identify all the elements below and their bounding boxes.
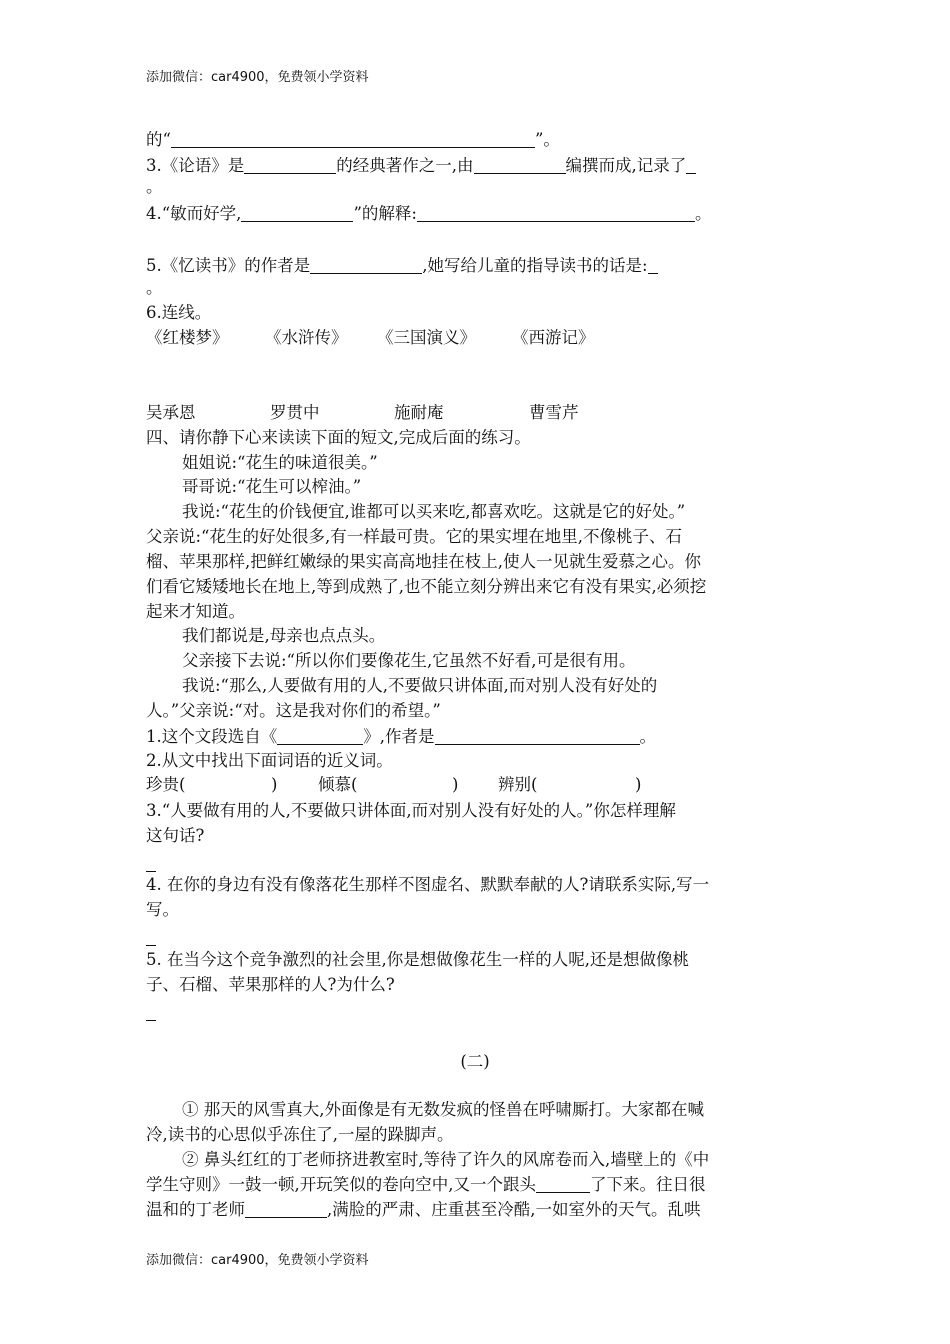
answer-blank[interactable] [171, 131, 535, 148]
exercise-3: 3.“人要做有用的人,不要做只讲体面,而对别人没有好处的人。”你怎样理解 [146, 801, 676, 820]
answer-blank[interactable] [417, 205, 695, 222]
answer-blank[interactable] [146, 1004, 156, 1021]
text-line: 学生守则》一鼓一顿,开玩笑似的卷向空中,又一个跟头 了下来。往日很 [146, 1175, 706, 1194]
answer-blank[interactable] [435, 728, 640, 745]
text-line: 人。”父亲说:“对。这是我对你们的希望。” [146, 701, 441, 720]
answer-blank[interactable] [536, 1176, 590, 1193]
text-line: 父亲接下去说:“所以你们要像花生,它虽然不好看,可是很有用。 [182, 651, 636, 670]
answer-blank[interactable] [245, 1201, 327, 1218]
question-6: 6.连线。 [146, 303, 212, 322]
section-heading: (二) [460, 1052, 490, 1071]
author-item[interactable]: 施耐庵 [394, 403, 444, 422]
answer-blank[interactable] [474, 157, 566, 174]
author-item[interactable]: 吴承恩 [146, 403, 196, 422]
question-3: 3.《论语》是 的经典著作之一,由 编撰而成,记录了 [146, 155, 696, 177]
answer-blank[interactable] [648, 257, 658, 274]
word-prompt: 倾慕( [318, 775, 358, 794]
text-line: 姐姐说:“花生的味道很美。” [182, 453, 378, 472]
author-item[interactable]: 曹雪芹 [529, 403, 579, 422]
question-5: 5.《忆读书》的作者是 ,她写给儿童的指导读书的话是: [146, 255, 658, 277]
exercise-2: 2.从文中找出下面词语的近义词。 [146, 751, 393, 770]
answer-blank[interactable] [146, 929, 156, 946]
text-line: 。 [146, 177, 163, 196]
text-line: 榴、苹果那样,把鲜红嫩绿的果实高高地挂在枝上,使人一见就生爱慕之心。你 [146, 552, 701, 571]
word-bracket[interactable]: ) [271, 775, 278, 794]
text-line: 我说:“那么,人要做有用的人,不要做只讲体面,而对别人没有好处的 [182, 676, 658, 695]
word-prompt: 辨别( [498, 775, 538, 794]
text-line: 这句话? [146, 826, 205, 845]
book-item[interactable]: 《水浒传》 [265, 328, 348, 347]
text-line: 写。 [146, 900, 179, 919]
text-line: 子、石榴、苹果那样的人?为什么? [146, 975, 395, 994]
exercise-5: 5. 在当今这个竞争激烈的社会里,你是想做像花生一样的人呢,还是想做像桃 [146, 950, 689, 969]
answer-blank[interactable] [244, 157, 336, 174]
word-bracket[interactable]: ) [452, 775, 459, 794]
answer-blank[interactable] [277, 728, 363, 745]
book-item[interactable]: 《西游记》 [512, 328, 595, 347]
exercise-1: 1.这个文段选自《 》,作者是 。 [146, 727, 656, 746]
text-line: 起来才知道。 [146, 602, 245, 621]
text-line: 的“ ”。 [146, 130, 560, 149]
text-line: 冷,读书的心思似乎冻住了,一屋的跺脚声。 [146, 1125, 454, 1144]
word-bracket[interactable]: ) [635, 775, 642, 794]
answer-blank[interactable] [310, 257, 422, 274]
book-item[interactable]: 《红楼梦》 [146, 328, 229, 347]
answer-blank[interactable] [146, 855, 156, 872]
author-item[interactable]: 罗贯中 [270, 403, 320, 422]
text-line: ① 那天的风雪真大,外面像是有无数发疯的怪兽在呼啸厮打。大家都在喊 [182, 1100, 704, 1119]
section-heading: 四、请你静下心来读读下面的短文,完成后面的练习。 [146, 428, 531, 447]
text-line: 温和的丁老师 ,满脸的严肃、庄重甚至冷酷,一如室外的天气。乱哄 [146, 1200, 701, 1219]
answer-blank[interactable] [241, 205, 353, 222]
book-item[interactable]: 《三国演义》 [377, 328, 476, 347]
page-header: 添加微信：car4900，免费领小学资料 [146, 70, 369, 85]
text-line: 父亲说:“花生的好处很多,有一样最可贵。它的果实埋在地里,不像桃子、石 [146, 527, 682, 546]
word-prompt: 珍贵( [146, 775, 186, 794]
text-line: 哥哥说:“花生可以榨油。” [182, 477, 362, 496]
exercise-4: 4. 在你的身边有没有像落花生那样不图虚名、默默奉献的人?请联系实际,写一 [146, 875, 710, 894]
text-line: ② 鼻头红红的丁老师挤进教室时,等待了许久的风席卷而入,墙壁上的《中 [182, 1150, 710, 1169]
answer-blank[interactable] [686, 157, 696, 174]
text-line: 我们都说是,母亲也点点头。 [182, 626, 386, 645]
question-4: 4.“敏而好学, ”的解释: 。 [146, 204, 712, 223]
text-line: 我说:“花生的价钱便宜,谁都可以买来吃,都喜欢吃。这就是它的好处。” [182, 502, 686, 521]
page-footer: 添加微信：car4900，免费领小学资料 [146, 1253, 369, 1268]
text-line: 们看它矮矮地长在地上,等到成熟了,也不能立刻分辨出来它有没有果实,必须挖 [146, 577, 707, 596]
text-line: 。 [146, 278, 163, 297]
